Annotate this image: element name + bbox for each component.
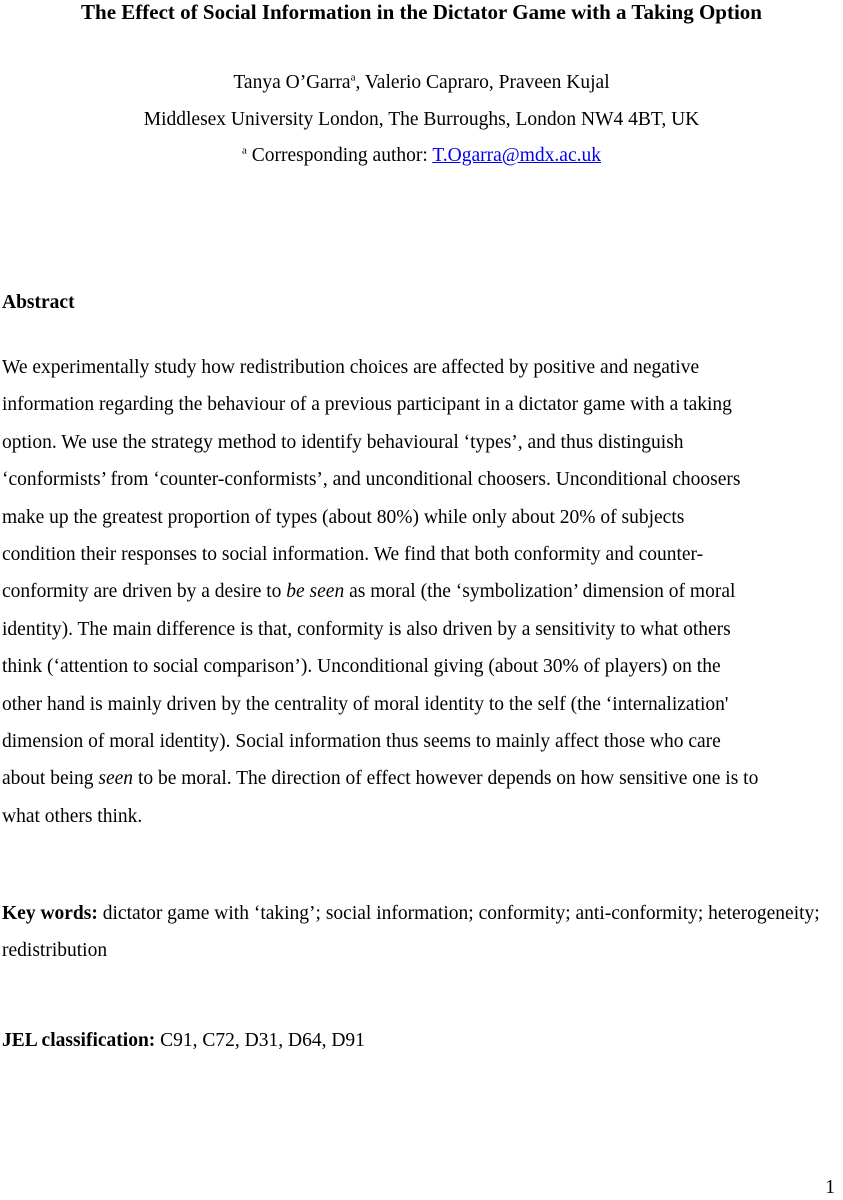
abstract-text: other hand is mainly driven by the centrality of moral identity to the self (the ‘internalization' (2, 693, 729, 715)
abstract-line (2, 461, 842, 498)
corresponding-mark: a (242, 144, 247, 157)
abstract-heading: Abstract (2, 292, 75, 313)
abstract-text: as moral (the ‘symbolization’ dimension of moral (344, 581, 736, 603)
keywords-label: Key words: (2, 903, 98, 924)
jel-classification (2, 1029, 365, 1053)
abstract-text: conformity are driven by a desire to (2, 581, 287, 603)
jel-codes: C91, C72, D31, D64, D91 (155, 1030, 365, 1051)
abstract-line (2, 349, 842, 386)
abstract-line (2, 573, 842, 610)
abstract-text: about being (2, 768, 99, 790)
abstract-emphasis: be seen (286, 581, 345, 603)
abstract-text: make up the greatest proportion of types (about 80%) while only about 20% of subjects (2, 506, 685, 528)
jel-label: JEL classification: (2, 1030, 156, 1051)
abstract-text: dimension of moral identity). Social information thus seems to mainly affect those who care (2, 731, 721, 753)
corresponding-label: Corresponding author: (246, 145, 433, 166)
abstract-line (2, 611, 842, 648)
abstract-line (2, 723, 842, 760)
abstract-line (2, 798, 842, 835)
abstract-line (2, 386, 842, 423)
abstract-text: think (‘attention to social comparison’). Unconditional giving (about 30% of players) on the (2, 656, 721, 678)
abstract-line (2, 760, 842, 797)
abstract-line (2, 686, 842, 723)
abstract-text: to be moral. The direction of effect however depends on how sensitive one is to (133, 768, 759, 790)
abstract-text: condition their responses to social information. We find that both conformity and counter- (2, 544, 704, 566)
affiliation: Middlesex University London, The Burroughs, London NW4 4BT, UK (143, 109, 700, 130)
coauthors: , Valerio Capraro, Praveen Kujal (355, 72, 610, 93)
corresponding-email-link[interactable]: T.Ogarra@mdx.ac.uk (432, 145, 601, 166)
abstract-text: option. We use the strategy method to identify behavioural ‘types’, and thus distinguish (2, 431, 684, 453)
abstract-line (2, 499, 842, 536)
abstract-line (2, 648, 842, 685)
keywords-text: dictator game with ‘taking’; social information; conformity; anti-conformity; heterogeneity; redistribution (2, 903, 820, 962)
abstract-emphasis: seen (98, 768, 134, 790)
first-author: Tanya O’Garra (233, 72, 351, 93)
abstract-text: what others think. (2, 805, 143, 827)
abstract-line (2, 424, 842, 461)
page-number: 1 (825, 1177, 835, 1198)
author-line (0, 71, 843, 95)
abstract-text: ‘conformists’ from ‘counter-conformists’, and unconditional choosers. Unconditional choosers (2, 469, 741, 491)
keywords-paragraph (2, 895, 832, 970)
first-author-mark: a (350, 71, 356, 84)
abstract-body (2, 349, 842, 835)
paper-title: The Effect of Social Information in the Dictator Game with a Taking Option (81, 0, 762, 24)
corresponding-author-line (0, 144, 843, 168)
abstract-text: information regarding the behaviour of a previous participant in a dictator game with a taking (2, 394, 732, 416)
abstract-line (2, 536, 842, 573)
abstract-text: identity). The main difference is that, conformity is also driven by a sensitivity to what others (2, 618, 731, 640)
abstract-text: We experimentally study how redistribution choices are affected by positive and negative (2, 357, 700, 378)
